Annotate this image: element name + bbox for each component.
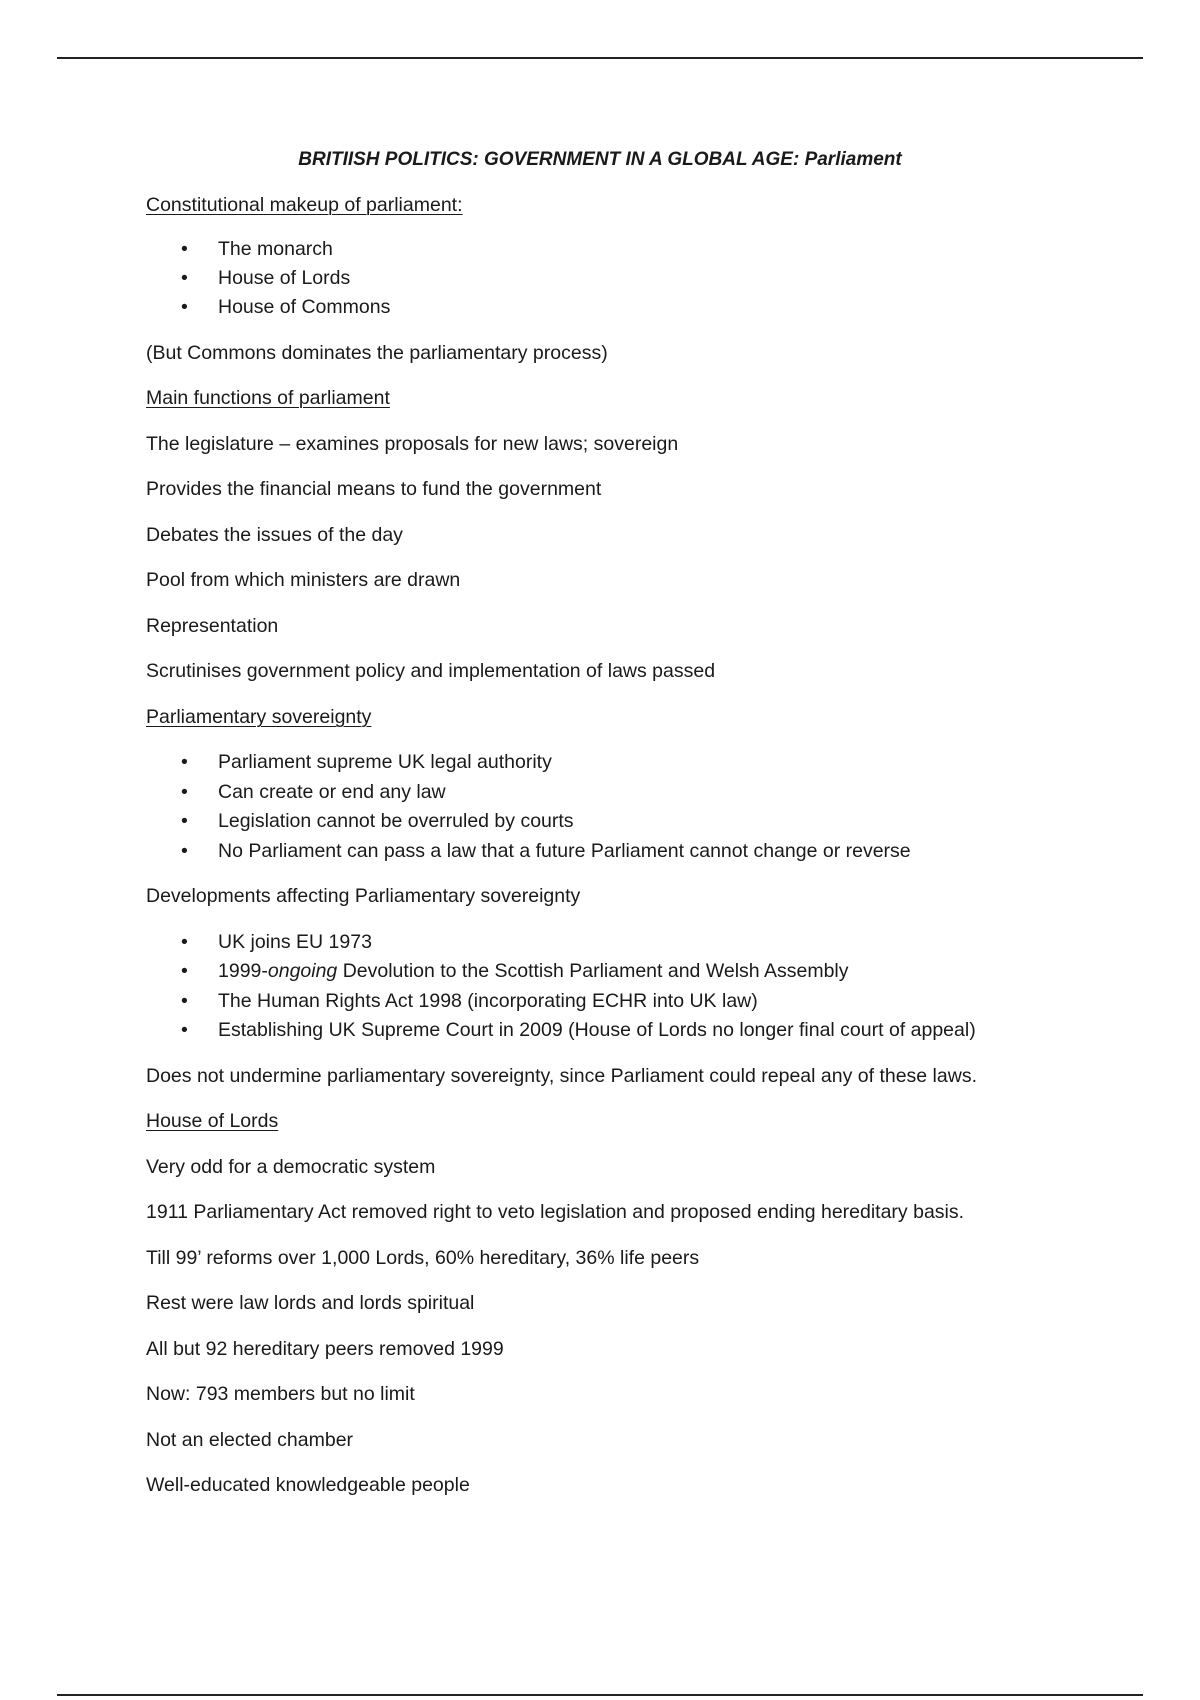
paragraph-line: Pool from which ministers are drawn: [146, 569, 461, 591]
section-heading-developments: Developments affecting Parliamentary sovereignty: [146, 885, 581, 907]
list-item-text: House of Commons: [218, 296, 391, 318]
list-item-text-rest: Devolution to the Scottish Parliament and Welsh Assembly: [337, 960, 849, 982]
list-item: [146, 839, 911, 863]
bullet-icon: •: [181, 781, 188, 803]
list-item-text: The monarch: [218, 238, 333, 260]
header-rule: [57, 57, 1143, 59]
list-item: [146, 780, 446, 804]
paragraph-conclusion: Does not undermine parliamentary sovereignty, since Parliament could repeal any of these laws.: [146, 1065, 977, 1087]
paragraph-line: Now: 793 members but no limit: [146, 1383, 415, 1405]
bullet-icon: •: [181, 810, 188, 832]
bullet-icon: •: [181, 238, 188, 260]
section-heading-constitutional: Constitutional makeup of parliament:: [146, 194, 463, 216]
paragraph-line: Representation: [146, 615, 279, 637]
paragraph-line: Very odd for a democratic system: [146, 1156, 436, 1178]
footer-rule: [57, 1694, 1143, 1696]
list-item-text: Parliament supreme UK legal authority: [218, 751, 552, 773]
bullet-icon: •: [181, 960, 188, 982]
section-heading-functions: Main functions of parliament: [146, 387, 390, 409]
page-title: [0, 148, 1200, 172]
bullet-icon: •: [181, 931, 188, 953]
paragraph-line: 1911 Parliamentary Act removed right to veto legislation and proposed ending hereditary basis.: [146, 1201, 965, 1223]
bullet-icon: •: [181, 1019, 188, 1041]
list-item: [146, 959, 849, 983]
list-item: [146, 930, 372, 954]
list-item-text: UK joins EU 1973: [218, 931, 372, 953]
bullet-icon: •: [181, 990, 188, 1012]
list-item-text: Can create or end any law: [218, 781, 446, 803]
paragraph-note: (But Commons dominates the parliamentary process): [146, 342, 608, 364]
paragraph-line: Debates the issues of the day: [146, 524, 403, 546]
list-item: [146, 237, 333, 261]
paragraph-line: All but 92 hereditary peers removed 1999: [146, 1338, 504, 1360]
list-item: [146, 989, 758, 1013]
list-item-text: No Parliament can pass a law that a future Parliament cannot change or reverse: [218, 840, 911, 862]
list-item: [146, 809, 574, 833]
bullet-icon: •: [181, 840, 188, 862]
section-heading-sovereignty: Parliamentary sovereignty: [146, 706, 372, 728]
paragraph-line: Provides the financial means to fund the government: [146, 478, 602, 500]
list-item-text: Establishing UK Supreme Court in 2009 (House of Lords no longer final court of appeal): [218, 1019, 976, 1041]
bullet-icon: •: [181, 296, 188, 318]
paragraph-line: Rest were law lords and lords spiritual: [146, 1292, 475, 1314]
paragraph-line: Well-educated knowledgeable people: [146, 1474, 470, 1496]
paragraph-line: Not an elected chamber: [146, 1429, 354, 1451]
list-item: [146, 295, 390, 319]
bullet-icon: •: [181, 267, 188, 289]
list-item-text: House of Lords: [218, 267, 351, 289]
list-item-text: The Human Rights Act 1998 (incorporating ECHR into UK law): [218, 990, 758, 1012]
bullet-icon: •: [181, 751, 188, 773]
page-title-text: BRITIISH POLITICS: GOVERNMENT IN A GLOBAL AGE: Parliament: [298, 149, 902, 170]
section-heading-lords: House of Lords: [146, 1110, 279, 1132]
list-item-text-prefix: 1999-: [218, 960, 268, 982]
paragraph-line: Till 99’ reforms over 1,000 Lords, 60% hereditary, 36% life peers: [146, 1247, 700, 1269]
list-item: [146, 750, 552, 774]
list-item-text-emphasis: ongoing: [267, 960, 338, 982]
paragraph-line: Scrutinises government policy and implementation of laws passed: [146, 660, 716, 682]
paragraph-line: The legislature – examines proposals for new laws; sovereign: [146, 433, 679, 455]
list-item-text: Legislation cannot be overruled by courts: [218, 810, 574, 832]
list-item: [146, 266, 350, 290]
list-item: [146, 1018, 976, 1042]
